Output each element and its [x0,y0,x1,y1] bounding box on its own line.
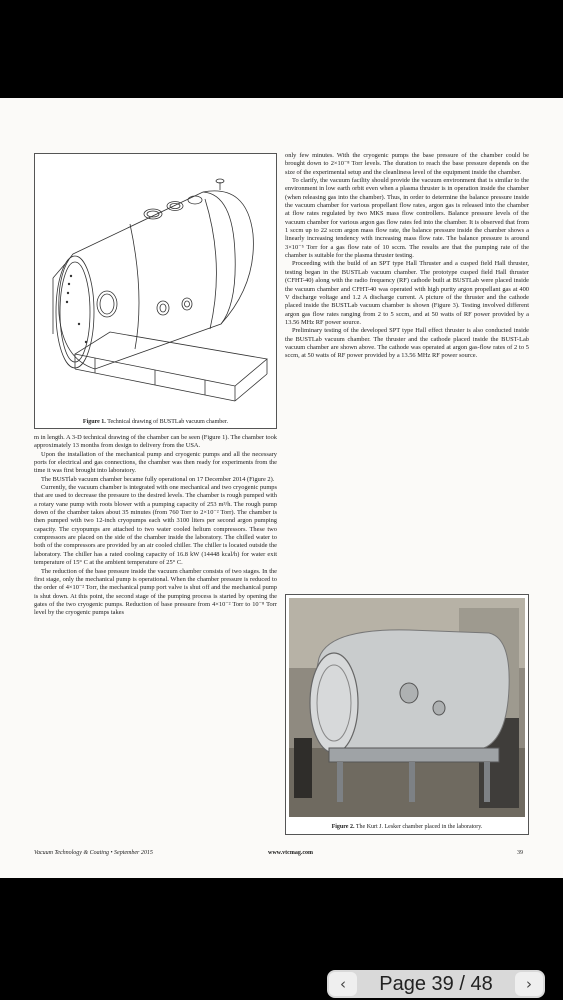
paragraph: Upon the installation of the mechanical pump and cryogenic pumps and all the necessary ports for electrical and gas connections, the chamber was then ready for experiments from the time it was first brought into laboratory. [34,450,277,475]
right-text-column [285,152,529,361]
page-indicator: Page 39 / 48 [379,972,493,995]
chevron-left-icon: ‹ [340,975,346,993]
paragraph: m in length. A 3-D technical drawing of the chamber can be seen (Figure 1). The chamber took approximately 13 months from design to delivery from the USA. [34,434,277,450]
figure-1-caption: Figure 1. Technical drawing of BUSTLab vacuum chamber. [82,419,229,425]
footer-website: www.vtcmag.com [268,850,313,856]
footer-publication: Vacuum Technology & Coating • September 2015 [34,850,153,856]
figure-1 [34,153,277,429]
page-navigator [327,970,545,998]
paragraph: The reduction of the base pressure inside the vacuum chamber consists of two stages. In the first stage, only the mechanical pump is operational. When the chamber pressure is reduced to the order of 4×10⁻² Torr, the mechanical pump port valve is shut off and the mechanical pump is shut down. At this point, the second stage of the pumping process is started by opening the gates of the two cryogenic pumps. Reduction of base pressure from 4×10⁻² Torr to 10⁻⁸ Torr level by the cryogenic pumps takes [34,567,277,617]
paragraph: Currently, the vacuum chamber is integrated with one mechanical and two cryogenic pumps that are used to decrease the pressure to the desired levels. The chamber is rough pumped with a rotary vane pump with roots blower with a pumping capacity of 253 m³/h. The rough pump down of the chamber takes about 35 minutes (from 760 Torr to 2×10⁻² Torr). The chamber is then pumped with two 12-inch cryopumps each with 3100 liters per second argon pumping capacity. The cryopumps are attached to two water cooled helium compressors. These two compressors are placed on the side of the chamber inside the laboratory. The chilled water to both of the compressors are provided by an air cooled chiller. The chiller is located outside the laboratory. The chiller has a rated cooling capacity of 16.8 kW (14448 kcal/h) for water exit temperature of 15° C at the ambient temperature of 25° C. [34,484,277,567]
lab-chamber-photo [289,598,525,817]
next-page-button[interactable] [515,972,543,996]
vacuum-chamber-drawing [35,154,276,416]
previous-page-button[interactable] [329,972,357,996]
page-navigation-bar [0,968,563,1000]
figure-2-caption: Figure 2. The Kurt J. Lesker chamber placed in the laboratory. [331,824,483,830]
paragraph: The BUSTlab vacuum chamber became fully operational on 17 December 2014 (Figure 2). [41,475,275,483]
chevron-right-icon: › [526,975,532,993]
figure-2 [285,594,529,835]
footer-page-number: 39 [517,850,523,856]
paragraph: only few minutes. With the cryogenic pumps the base pressure of the chamber could be brought down to 2×10⁻⁸ Torr levels. The duration to reach the base pressure depends on the size of the experimental setup and the cleanliness level of the equipment inside the chamber. [285,152,529,176]
paragraph: To clarify, the vacuum facility should provide the vacuum environment that is similar to the environment in low earth orbit even when a plasma thruster is in operation inside the chamber (when releasing gas into the chamber). Thus, in order to determine the balance pressure inside the vacuum chamber for various propellant flow rates, argon gas is released into the chamber at flow rates regulated by two MKS mass flow controllers. Balance pressure levels of the vacuum chamber for various argon gas flow rates fed into the chamber. It is observed that from 1 sccm up to 22 sccm argon mass flow rate, the balance pressure inside the chamber shows a linearly increasing tendency with increasing mass flow rate. The balance pressure is around 3×10⁻⁵ Torr for a gas flow rate of 10 sccm. The results are that the pumping rate of the chamber is suitable for the plasma thruster testing. [285,177,529,260]
paragraph: Proceeding with the build of an SPT type Hall Thruster and a cusped field Hall thruster, testing began in the BUSTLab vacuum chamber. The prototype cusped field Hall thruster (CFHT-40) along with the radio frequency (RF) cathode built at BUSTLab were placed inside the vacuum chamber and CFHT-40 was operated with high purity argon propellant gas at 400 V discharge voltage and 1.2 A discharge current. A picture of the thruster and the cathode placed inside the BUSTLab vacuum chamber is shown (Figure 3). Testing involved different argon gas flow rates ranging from 2 to 5 sccm, and at 50 watts of RF power provided by a 13.56 MHz RF power source. [285,260,529,326]
left-text-column [34,434,277,618]
paragraph: Preliminary testing of the developed SPT type Hall effect thruster is also conducted inside the BUSTLab vacuum chamber. The thruster and the cathode placed inside the BUST-Lab vacuum chamber are shown above. The cathode was operated at argon gas-flow rates of 2 to 5 sccm, at 50 watts of RF power provided by a 13.56 MHz RF power source. [285,327,529,360]
document-page [0,98,563,878]
